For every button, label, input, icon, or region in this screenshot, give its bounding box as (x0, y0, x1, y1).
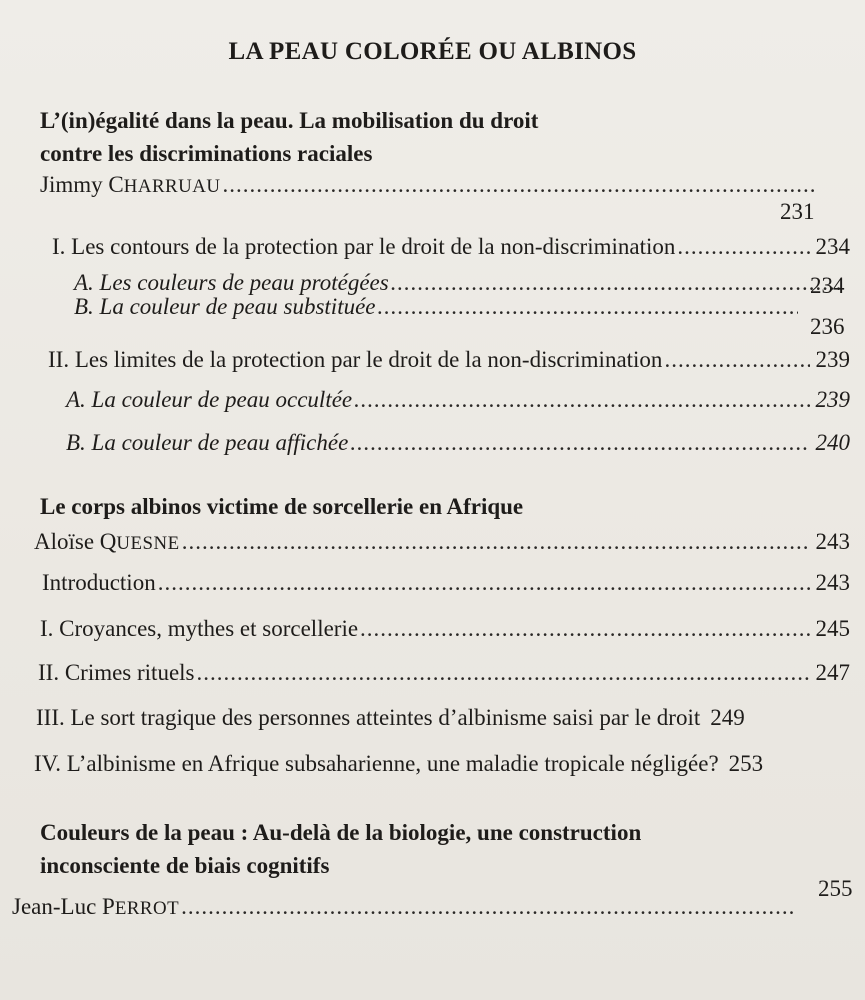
dot-leader (360, 614, 809, 644)
chapter-1-author: Jimmy CHARRUAU (40, 172, 221, 197)
entry-label: II. Crimes rituels (38, 660, 195, 685)
page-number-row (810, 271, 845, 301)
page-number: 243 (815, 570, 850, 595)
chapter-1-title-line-1: L’(in)égalité dans la peau. La mobilisation du droit (40, 108, 539, 133)
page-number: 239 (815, 387, 850, 412)
dot-leader (181, 892, 796, 922)
entry-label: III. Le sort tragique des personnes atteintes d’albinisme saisi par le droit (36, 705, 701, 730)
page-number: 247 (815, 660, 850, 685)
dot-leader (182, 527, 810, 557)
dot-leader (350, 428, 809, 458)
dot-leader (378, 292, 798, 322)
page-number: 234 (810, 273, 845, 298)
dot-leader (677, 232, 809, 262)
chapter-2-title-line-1: Le corps albinos victime de sorcellerie en Afrique (40, 494, 524, 519)
page-number: 245 (815, 616, 850, 641)
chapter-2-title (40, 490, 523, 523)
toc-entry (36, 703, 854, 733)
chapter-3-author: Jean-Luc PERROT (12, 894, 180, 919)
page-number: 253 (728, 751, 764, 776)
dot-leader (158, 568, 810, 598)
page-number-row (810, 312, 845, 342)
page-number: 234 (815, 234, 850, 259)
toc-entry (74, 292, 804, 322)
entry-label: A. La couleur de peau occultée (66, 387, 353, 412)
dot-leader (664, 345, 809, 375)
toc-entry (34, 749, 856, 779)
dot-leader (197, 658, 810, 688)
page-number: 240 (815, 430, 850, 455)
page-number: 255 (818, 876, 853, 901)
page-number: 249 (710, 705, 745, 730)
toc-entry (52, 232, 850, 262)
chapter-3-title-line-1: Couleurs de la peau : Au-delà de la biologie, une construction (40, 820, 642, 845)
toc-entry (40, 614, 850, 644)
chapter-2-author: Aloïse QUESNE (34, 529, 180, 554)
dot-leader (222, 170, 814, 200)
entry-label: I. Les contours de la protection par le droit de la non-discrimination (52, 234, 676, 259)
toc-entry (48, 345, 850, 375)
entry-label: B. La couleur de peau substituée (74, 294, 376, 319)
section-title: LA PEAU COLORÉE OU ALBINOS (228, 38, 637, 65)
entry-label: B. La couleur de peau affichée (66, 430, 349, 455)
chapter-1-title-line-2: contre les discriminations raciales (40, 141, 373, 166)
chapter-1-author-page-row (780, 197, 815, 227)
entry-label: A. Les couleurs de peau protégées (74, 270, 389, 295)
entry-label: I. Croyances, mythes et sorcellerie (40, 616, 359, 641)
chapter-3-page-row (818, 874, 853, 904)
toc-entry (38, 658, 850, 688)
chapter-1-author-row (40, 170, 820, 202)
dot-leader (354, 385, 809, 415)
toc-entry (66, 428, 850, 458)
chapter-3-title (40, 816, 641, 882)
entry-label: IV. L’albinisme en Afrique subsaharienne, une maladie tropicale négligée? (34, 751, 719, 776)
chapter-2-author-row (34, 527, 850, 559)
entry-label: Introduction (42, 570, 156, 595)
page-number: 239 (815, 347, 850, 372)
chapter-3-author-row (12, 892, 802, 924)
page-number: 236 (810, 314, 845, 339)
entry-label: II. Les limites de la protection par le droit de la non-discrimination (48, 347, 663, 372)
page-number: 243 (815, 529, 850, 554)
toc-entry (42, 568, 850, 598)
chapter-1-title (40, 104, 538, 170)
chapter-3-title-line-2: inconsciente de biais cognitifs (40, 853, 330, 878)
page-number: 231 (780, 199, 815, 224)
toc-entry (66, 385, 850, 415)
